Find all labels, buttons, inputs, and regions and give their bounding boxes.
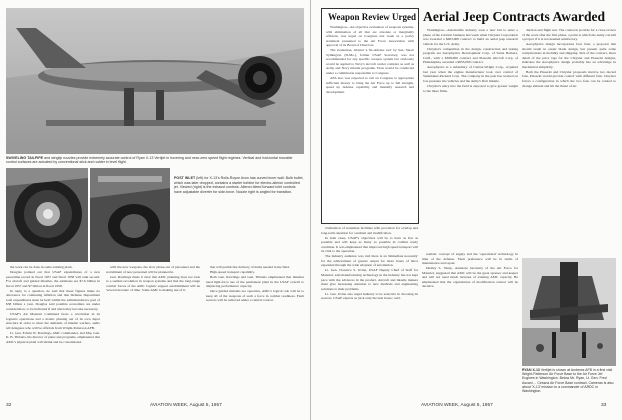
post-inlet-caption xyxy=(174,176,304,195)
ryan-caption-text: Vertijet is shown at Andrews AFB in a first visit Wright-Patterson Air Force Base to the Air Force Jet Engines in Washington. Below Mr. Ryan, Lt. Gen. Fred Ascani ... Cessna Air Force Base contract. Cameras is also about 'X-13' mission to a commander of ARDC in Washington. xyxy=(522,368,614,394)
right-folio-number: 33 xyxy=(601,403,607,408)
paragraph: civilization of transition facilities with provision for overlap and long-term retention for overhaul and modification. xyxy=(321,226,418,235)
post-inlet-caption-lead: POST INLET xyxy=(174,176,196,180)
paragraph: duction and flight test. The contracts provide for a close review of the work after the first phase, a point at which the Army can kill a project if it is not deemed satisfactory. xyxy=(522,28,616,42)
right-page xyxy=(311,0,622,420)
swivel-caption-text: and wingtip nozzles provide extremely accurate control of Ryan X-13 Vertijet in hovering and near-zero speed flight regimes. Vertical and horizontal movable control surfaces are actuated by conventional stick and rudder in level flight. xyxy=(6,156,293,165)
post-inlet-photo-right xyxy=(90,168,170,262)
paragraph: with the new weapons, the slow phase-out of personnel and the recruitment of new personnel will be planned in. xyxy=(106,265,200,274)
right-col-1 xyxy=(321,226,418,398)
paragraph: AFA also was expected to call on Congress to appropriate sufficient money to bring the Air Force up to full strength, speed up defense capability and intensify research and development. xyxy=(326,76,414,94)
left-col-1 xyxy=(6,265,100,399)
paragraph: the work can be done in some existing plant. xyxy=(10,265,73,269)
ryan-caption-lead: RYAN X-13 xyxy=(522,368,540,372)
paragraph: Lt. Gen. Clarence S. Irvine, USAF Deputy Chief of Staff for Materiel, said manufacturing technology in the industry has not kept pace with the advances in the product. Aircraft and missile makers must give increasing attention to new methods and engineering solutions to their problems. xyxy=(321,268,418,291)
weapon-review-headline: Weapon Review Urged xyxy=(328,12,416,22)
jeep-col-1 xyxy=(423,28,518,250)
paragraph: Lt. Gen. Edwin W. Rawlings, AMC commander, and Maj. Gen. K. B. Tibbetts, his director of plans and programs, emphasized that AMC's physical plant will shrink and be consolidated. xyxy=(6,330,100,344)
swivel-photo-caption xyxy=(6,156,304,165)
paragraph: Gen. Rawlings made it clear that AMC planning does not look to a sudden revolution in weapon systems and that the long-range combat forces of the AMC logistic support establishment will be 'several decades' of time. Some AMC is making use of it. xyxy=(106,274,200,293)
paragraph: USAF's Air Materiel Command faces a revolution in its logistics operations and a drastic phasing out of its own depot structure in order to meet the demands of missile warfare, audio tell delegates who will be officials from Wright-Patterson AFB. xyxy=(6,311,100,330)
paragraph: Washington—An objective evaluation of weapons systems, with elimination of all that are obsolete or marginally efficient, was urged on Congress last week as a policy statement presented to the Air Force Association with approval of its Board of Directors. xyxy=(326,25,414,48)
weapon-review-box xyxy=(321,8,419,224)
paragraph: Douglas pointed out that USAF expenditures of a new peacetime record in fiscal 1957 and fiscal 1958 will rank second. For aircraft and guided missiles, the estimates are $7.6 billion in fiscal 1957 and $7 billion in fiscal 1958. xyxy=(6,270,100,288)
paragraph: The evaluation, labeled 'a fix-defense tool' by Sen. Stuart Symington (D-Mo.), former USAF Secretary, was not recommended for any specific weapon system but obviously would be applied to Navy's aircraft carrier complex as well as Army and Navy missile programs. Tests would be conducted under a commission responsible to Congress. xyxy=(326,48,414,75)
paragraph: realistic concept of supply and the 'operational' technology in time of the defense. Their preference will be in terms of maintenance and repair. xyxy=(422,252,518,266)
swivel-caption-lead: SWIVELING TAILPIPE xyxy=(6,156,44,160)
left-col-3 xyxy=(206,265,304,399)
swivel-tailpipe-photo xyxy=(6,8,304,154)
paragraph: Once guided missiles are operative, AMC's logical role will be to keep all of the weapons of such a force in combat readiness. Fault sources will be removed under a central control. xyxy=(206,289,304,303)
paragraph: Washington—Automobile industry took a new bid to enter a phase of the aviation business last week when Chrysler Corporation was awarded a $603,000 contract to build an aerial jeep research vehicle for the U.S. Army. xyxy=(423,28,518,46)
paragraph: that will permit fast delivery of items needed in the field. xyxy=(210,265,290,269)
paragraph: Chrysler's competition in the design, construction and testing program are Aerophysics Development Corp. of Santa Barbara, Calif., with a $398,000 contract and Piasecki Aircraft Corp. of Philadelphia, awarded a $853,000 contract. xyxy=(423,46,518,65)
paragraph: Both the Piasecki and Chrysler proposals involve two ducted fans. Piasecki would provide control with different fans. Chrysler favors a configuration in which the two fans can be rotated to change attitude and tilt the thrust of air. xyxy=(522,69,616,88)
paragraph: Dudley S. Sharp, Assistant Secretary of the Air Force for Materiel, suggested that AMC will be the great sponsor and keeper and will not need much increase of existing AMC capacity. He emphasized that the organization of modification control will be decisive. xyxy=(422,266,518,289)
post-inlet-caption-text: (left) for X-13's Rolls-Royce Avon has curved inner wall. Bulb bullet, which was later dropped, contains a starter turbine for electro-aileron controlled jet. Viewed (right) is the exhaust controls. Aileron bleed forward inlet controls have adjustable diverter for side-force. Nozzle right is angled for transition. xyxy=(174,176,304,195)
left-folio-number: 32 xyxy=(6,403,12,408)
paragraph: Both Gen. Rawlings and Gen. Tibbetts emphasized that missiles need light-force use of the permanent plant in the USAF overall to displacing performance capacity. xyxy=(206,275,304,289)
paragraph: The industry audience was told there is an 'immediate necessity' for the achievement of greater output for more hours of labor expended through the wide adoption of automation. xyxy=(321,254,418,268)
ryan-x13-photo xyxy=(522,258,616,366)
paragraph: In reply to a question, he said that these figures make no allowance for continuing inflation and that Defense Department total expenditures must be held within the administration's goal of $38 billion a year. Douglas said possible economies are under consideration, to be indicated if and when they become necessary. xyxy=(6,288,100,311)
paragraph: Aerophysics design incorporates four fans, a proposal that should result in easier blade design, but present quite some complications in mobility and shipping. Size of the contract, more detail of the price tags for the Chrysler and Piasecki designs, indicates the Aerophysics design probably has an advantage in mechanical simplicity. xyxy=(522,42,616,69)
weapon-review-body xyxy=(326,25,414,219)
jeep-col-2 xyxy=(522,28,616,250)
aerial-jeep-headline: Aerial Jeep Contracts Awarded xyxy=(423,9,606,24)
paragraph: Aerophysics is a subsidiary of Curtiss-Wright Corp., acquired last year when the engine manufacturer took over control of Studebaker-Packard Corp. The company in the past has worked on low-pressure tire vehicles and the Army's Dart missile. xyxy=(423,65,518,84)
post-inlet-photo-left xyxy=(6,168,88,262)
left-col-2 xyxy=(106,265,200,399)
paragraph: Lt. Gen. Irvine also urged industry to be selective in choosing its sources. USAF experts as 'pick only the best horse', said. xyxy=(321,291,418,301)
right-col-2 xyxy=(422,252,518,398)
left-folio-text: AVIATION WEEK, August 5, 1957 xyxy=(150,403,222,408)
paragraph: In both cases, USAF's objectives will be to have as few as possible and will keep as many as possible in combat ready condition. It was emphasized that improved high speed transport will be vital to the operation. xyxy=(321,235,418,254)
ryan-photo-caption xyxy=(522,368,616,400)
right-folio-text: AVIATION WEEK, August 5, 1957 xyxy=(421,403,493,408)
paragraph: High-speed transport capability. xyxy=(210,270,255,275)
paragraph: Chrysler's entry into the field is expected to give greater weight to the three firms. xyxy=(423,84,518,93)
